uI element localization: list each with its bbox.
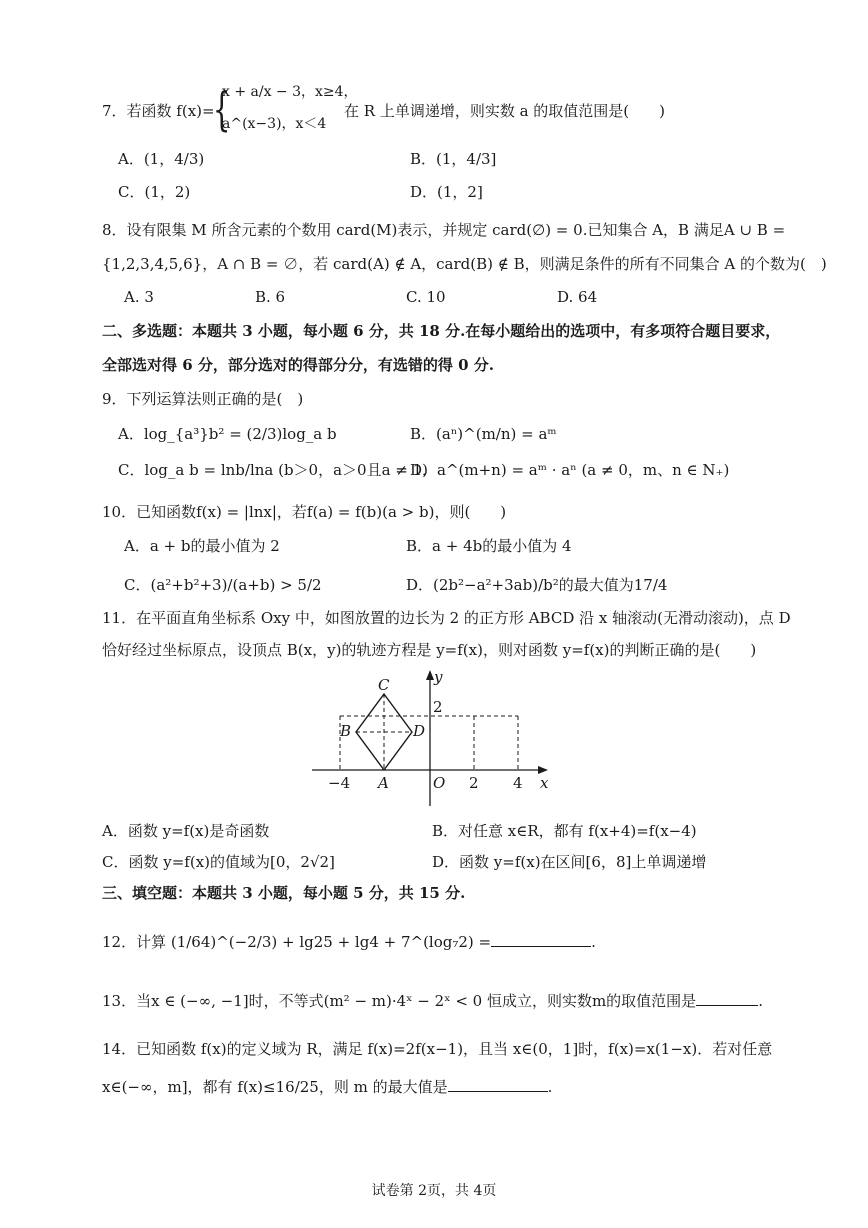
- q14-tail: .: [547, 1078, 553, 1096]
- q7-option-c: C．(1，2): [118, 183, 191, 201]
- q13-text: 13．当x ∈ (−∞, −1]时，不等式(m² − m)·4ˣ − 2ˣ < 0 恒成立，则实数m的取值范围是: [102, 992, 697, 1010]
- q8-option-c: C. 10: [406, 288, 446, 306]
- q12-text: 12．计算 (1/64)^(−2/3) + lg25 + lg4 + 7^(log₇2) =: [102, 933, 492, 951]
- q7-suffix: 在 R 上单调递增，则实数 a 的取值范围是( ): [344, 102, 666, 120]
- q13-line: [102, 992, 763, 1010]
- label-b: B: [340, 722, 352, 740]
- section3-heading: 三、填空题：本题共 3 小题，每小题 5 分，共 15 分.: [102, 884, 466, 902]
- q8-line1: 8．设有限集 M 所含元素的个数用 card(M)表示，并规定 card(∅) = 0.已知集合 A，B 满足A ∪ B =: [102, 221, 786, 239]
- q10-option-a: A．a + b的最小值为 2: [124, 537, 280, 555]
- tick-y2: 2: [433, 698, 443, 716]
- label-x: x: [540, 774, 549, 792]
- tick-4: 4: [513, 774, 523, 792]
- q12-tail: .: [591, 933, 596, 951]
- q7-brace: {: [212, 82, 231, 136]
- q10-option-b: B．a + 4b的最小值为 4: [406, 537, 572, 555]
- q8-option-d: D. 64: [557, 288, 598, 306]
- q12-blank[interactable]: [491, 946, 591, 947]
- q8-option-b: B. 6: [255, 288, 286, 306]
- section2-line1: 二、多选题：本题共 3 小题，每小题 6 分，共 18 分.在每小题给出的选项中，有多项符合题目要求，: [102, 322, 781, 340]
- q14-text: x∈(−∞，m]，都有 f(x)≤16/25，则 m 的最大值是: [102, 1078, 448, 1096]
- q10-stem: 10．已知函数f(x) = |lnx|，若f(a) = f(b)(a > b)，则( ): [102, 503, 507, 521]
- q7-prefix: 7．若函数 f(x)=: [102, 102, 215, 120]
- q9-option-d: D．a^(m+n) = aᵐ · aⁿ (a ≠ 0，m、n ∈ N₊): [410, 461, 730, 479]
- q11-option-d: D．函数 y=f(x)在区间[6，8]上单调递增: [432, 853, 707, 871]
- q14-line1: 14．已知函数 f(x)的定义域为 R，满足 f(x)=2f(x−1)，且当 x∈(0，1]时，f(x)=x(1−x)．若对任意: [102, 1040, 773, 1058]
- q11-option-a: A．函数 y=f(x)是奇函数: [102, 822, 270, 840]
- tick-neg4: −4: [328, 774, 351, 792]
- x-axis-arrow-icon: [538, 766, 548, 774]
- q11-line2: 恰好经过坐标原点，设顶点 B(x，y)的轨迹方程是 y=f(x)，则对函数 y=f(x)的判断正确的是( ): [102, 641, 757, 659]
- q14-line2: [102, 1078, 552, 1096]
- q10-option-c: C．(a²+b²+3)/(a+b) > 5/2: [124, 576, 322, 594]
- q7-option-d: D．(1，2]: [410, 183, 483, 201]
- q13-tail: .: [758, 992, 763, 1010]
- q13-blank[interactable]: [696, 1005, 758, 1006]
- q11-figure: [300, 666, 570, 812]
- q7-case2: a^(x−3)，x＜4: [222, 116, 327, 132]
- label-c: C: [378, 676, 390, 694]
- q8-line2: {1,2,3,4,5,6}，A ∩ B = ∅，若 card(A) ∉ A，card(B) ∉ B，则满足条件的所有不同集合 A 的个数为( ): [102, 255, 827, 273]
- q10-option-d: D．(2b²−a²+3ab)/b²的最大值为17/4: [406, 576, 668, 594]
- label-y: y: [434, 668, 443, 686]
- y-axis-arrow-icon: [426, 670, 434, 680]
- q9-option-a: A．log_{a³}b² = (2/3)log_a b: [118, 425, 337, 443]
- q9-option-b: B．(aⁿ)^(m/n) = aᵐ: [410, 425, 557, 443]
- q14-blank[interactable]: [448, 1091, 548, 1092]
- q7-option-a: A．(1，4/3): [118, 150, 205, 168]
- page-footer: 试卷第 2页，共 4页: [371, 1183, 497, 1199]
- q11-line1: 11．在平面直角坐标系 Oxy 中，如图放置的边长为 2 的正方形 ABCD 沿 x 轴滚动(无滑动滚动)，点 D: [102, 609, 791, 627]
- q9-stem: 9．下列运算法则正确的是( ): [102, 390, 304, 408]
- q7-case1: x + a/x − 3，x≥4，: [222, 84, 358, 100]
- tick-2: 2: [469, 774, 479, 792]
- label-o: O: [433, 774, 446, 792]
- label-a: A: [378, 774, 389, 792]
- label-d: D: [413, 722, 426, 740]
- q9-option-c: C．log_a b = lnb/lna (b＞0，a＞0且a ≠ 1): [118, 461, 429, 479]
- q8-option-a: A. 3: [124, 288, 154, 306]
- q11-option-c: C．函数 y=f(x)的值域为[0，2√2]: [102, 853, 335, 871]
- q12-line: [102, 933, 596, 951]
- q11-option-b: B．对任意 x∈R，都有 f(x+4)=f(x−4): [432, 822, 697, 840]
- section2-line2: 全部选对得 6 分，部分选对的得部分分，有选错的得 0 分.: [102, 356, 494, 374]
- q7-option-b: B．(1，4/3]: [410, 150, 497, 168]
